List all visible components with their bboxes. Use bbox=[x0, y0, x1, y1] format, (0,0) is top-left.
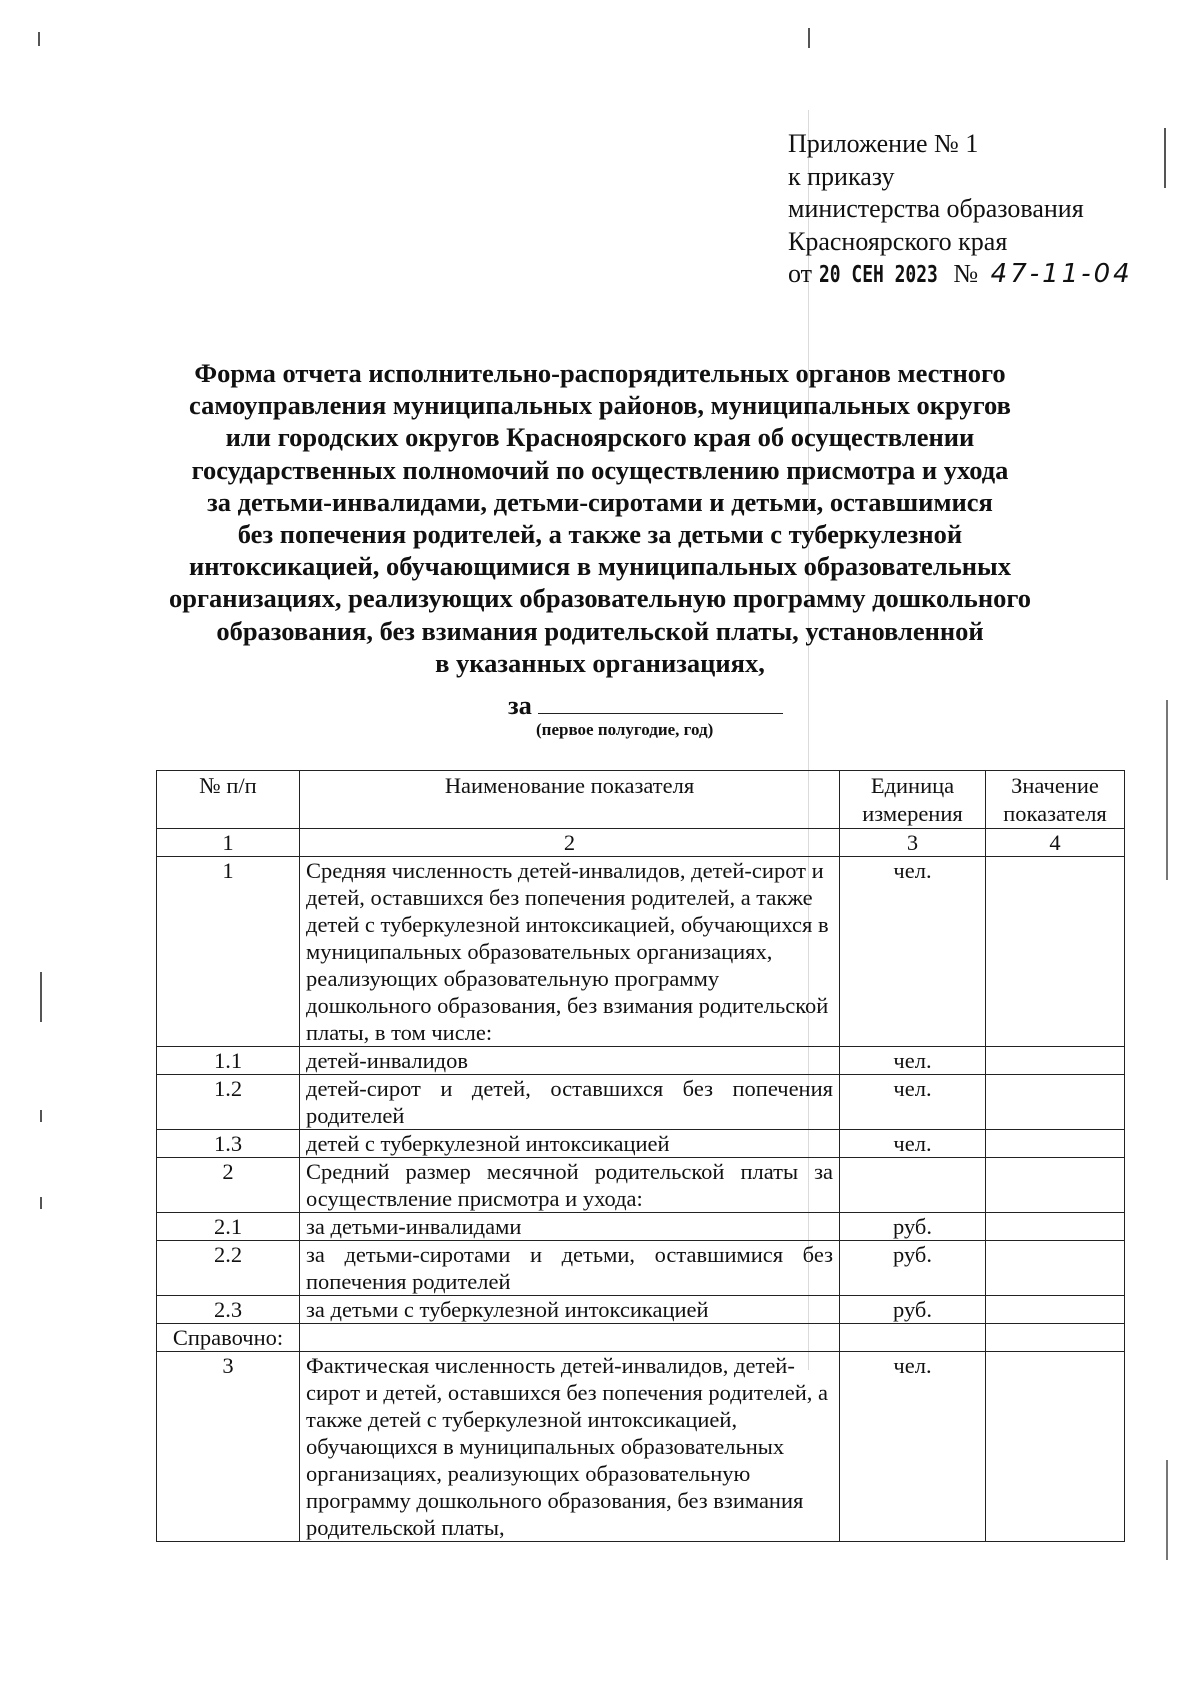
column-numbers-row bbox=[157, 829, 1125, 857]
appendix-line: министерства образования bbox=[788, 194, 1084, 223]
row-name: Средний размер месячной родительской платы за осуществление присмотра и ухода: bbox=[300, 1158, 840, 1213]
date-prefix: от bbox=[788, 259, 813, 288]
scan-mark bbox=[40, 1197, 42, 1209]
column-number: 3 bbox=[840, 829, 986, 857]
row-unit: руб. bbox=[840, 1296, 986, 1324]
row-name: за детьми с туберкулезной интоксикацией bbox=[300, 1296, 840, 1324]
row-value[interactable] bbox=[986, 1241, 1125, 1296]
row-num: 1.3 bbox=[157, 1130, 300, 1158]
row-value[interactable] bbox=[986, 1213, 1125, 1241]
period-line bbox=[508, 690, 783, 721]
row-value[interactable] bbox=[986, 857, 1125, 1047]
table-row bbox=[157, 1213, 1125, 1241]
scan-mark bbox=[1164, 128, 1166, 188]
row-value[interactable] bbox=[986, 1324, 1125, 1352]
row-name: за детьми-сиротами и детьми, оставшимися без попечения родителей bbox=[300, 1241, 840, 1296]
form-title bbox=[150, 357, 1050, 679]
appendix-line: Приложение № 1 bbox=[788, 129, 979, 158]
row-value[interactable] bbox=[986, 1296, 1125, 1324]
title-line: без попечения родителей, а также за детьми с туберкулезной bbox=[237, 519, 963, 550]
report-table bbox=[156, 770, 1125, 1542]
order-number: 47-11-04 bbox=[990, 259, 1133, 289]
table-row bbox=[157, 857, 1125, 1047]
row-value[interactable] bbox=[986, 1352, 1125, 1542]
row-num: 2.2 bbox=[157, 1241, 300, 1296]
scan-mark bbox=[1166, 700, 1168, 880]
title-line: за детьми-инвалидами, детьми-сиротами и детьми, оставшимися bbox=[207, 486, 993, 517]
scan-mark bbox=[40, 1110, 42, 1122]
row-unit: чел. bbox=[840, 1075, 986, 1130]
date-stamp: 20 СЕН 2023 bbox=[818, 262, 938, 288]
row-unit: руб. bbox=[840, 1241, 986, 1296]
number-sign: № bbox=[953, 259, 979, 288]
period-prefix: за bbox=[508, 690, 532, 720]
table-row bbox=[157, 1158, 1125, 1213]
row-unit: чел. bbox=[840, 1047, 986, 1075]
table-row bbox=[157, 1130, 1125, 1158]
row-value[interactable] bbox=[986, 1130, 1125, 1158]
table-row bbox=[157, 1296, 1125, 1324]
column-number: 2 bbox=[300, 829, 840, 857]
row-unit: чел. bbox=[840, 1352, 986, 1542]
row-num: 3 bbox=[157, 1352, 300, 1542]
appendix-line: к приказу bbox=[788, 161, 895, 191]
row-num: 2 bbox=[157, 1158, 300, 1213]
row-unit bbox=[840, 1158, 986, 1213]
row-num: 1 bbox=[157, 857, 300, 1047]
table-row bbox=[157, 1352, 1125, 1542]
row-name: Средняя численность детей-инвалидов, детей-сирот и детей, оставшихся без попечения родителей, а также детей с туберкулезной интоксикацией, обучающихся в муниципальных образовательных организациях, реализующих образовательную программу дошкольного образования, без взимания родительской платы, в том числе: bbox=[300, 857, 840, 1047]
table-row bbox=[157, 1075, 1125, 1130]
table-row bbox=[157, 1047, 1125, 1075]
row-name: детей-инвалидов bbox=[300, 1047, 840, 1075]
table-row bbox=[157, 1241, 1125, 1296]
period-hint: (первое полугодие, год) bbox=[536, 720, 714, 739]
header-num: № п/п bbox=[157, 771, 300, 829]
row-name: за детьми-инвалидами bbox=[300, 1213, 840, 1241]
column-number: 4 bbox=[986, 829, 1125, 857]
scan-mark bbox=[38, 32, 40, 46]
title-line: образования, без взимания родительской платы, установленной bbox=[216, 615, 984, 646]
row-name: Фактическая численность детей-инвалидов, детей-сирот и детей, оставшихся без попечения родителей, а также детей с туберкулезной интоксикацией, обучающихся в муниципальных образовательных организациях, реализующих образовательную программу дошкольного образования, без взимания родительской платы, bbox=[300, 1352, 840, 1542]
appendix-line: Красноярского края bbox=[788, 226, 1008, 256]
row-unit: руб. bbox=[840, 1213, 986, 1241]
reference-label: Справочно: bbox=[157, 1324, 300, 1352]
row-value[interactable] bbox=[986, 1158, 1125, 1213]
row-unit bbox=[840, 1324, 986, 1352]
row-num: 2.1 bbox=[157, 1213, 300, 1241]
row-name: детей с туберкулезной интоксикацией bbox=[300, 1130, 840, 1158]
title-line: или городских округов Красноярского края об осуществлении bbox=[225, 422, 975, 453]
row-name: детей-сирот и детей, оставшихся без попечения родителей bbox=[300, 1075, 840, 1130]
row-value[interactable] bbox=[986, 1047, 1125, 1075]
period-blank-field[interactable] bbox=[538, 691, 783, 714]
title-line: организациях, реализующих образовательную программу дошкольного bbox=[169, 583, 1031, 614]
title-line: государственных полномочий по осуществлению присмотра и ухода bbox=[191, 454, 1009, 485]
row-value[interactable] bbox=[986, 1075, 1125, 1130]
table-header-row bbox=[157, 771, 1125, 829]
table-row-reference bbox=[157, 1324, 1125, 1352]
appendix-block bbox=[788, 128, 1133, 292]
row-name bbox=[300, 1324, 840, 1352]
row-unit: чел. bbox=[840, 1130, 986, 1158]
column-number: 1 bbox=[157, 829, 300, 857]
title-line: Форма отчета исполнительно-распорядительных органов местного bbox=[194, 358, 1006, 388]
scan-mark bbox=[40, 972, 42, 1022]
header-value: Значение показателя bbox=[986, 771, 1125, 829]
row-num: 1.1 bbox=[157, 1047, 300, 1075]
row-unit: чел. bbox=[840, 857, 986, 1047]
title-line: в указанных организациях, bbox=[435, 647, 765, 678]
header-name: Наименование показателя bbox=[300, 771, 840, 829]
scan-mark bbox=[808, 28, 810, 48]
scan-mark bbox=[1166, 1460, 1168, 1560]
title-line: интоксикацией, обучающимися в муниципальных образовательных bbox=[189, 551, 1011, 582]
row-num: 1.2 bbox=[157, 1075, 300, 1130]
header-unit: Единица измерения bbox=[840, 771, 986, 829]
appendix-date-line bbox=[788, 258, 1133, 292]
row-num: 2.3 bbox=[157, 1296, 300, 1324]
title-line: самоуправления муниципальных районов, муниципальных округов bbox=[189, 390, 1011, 421]
